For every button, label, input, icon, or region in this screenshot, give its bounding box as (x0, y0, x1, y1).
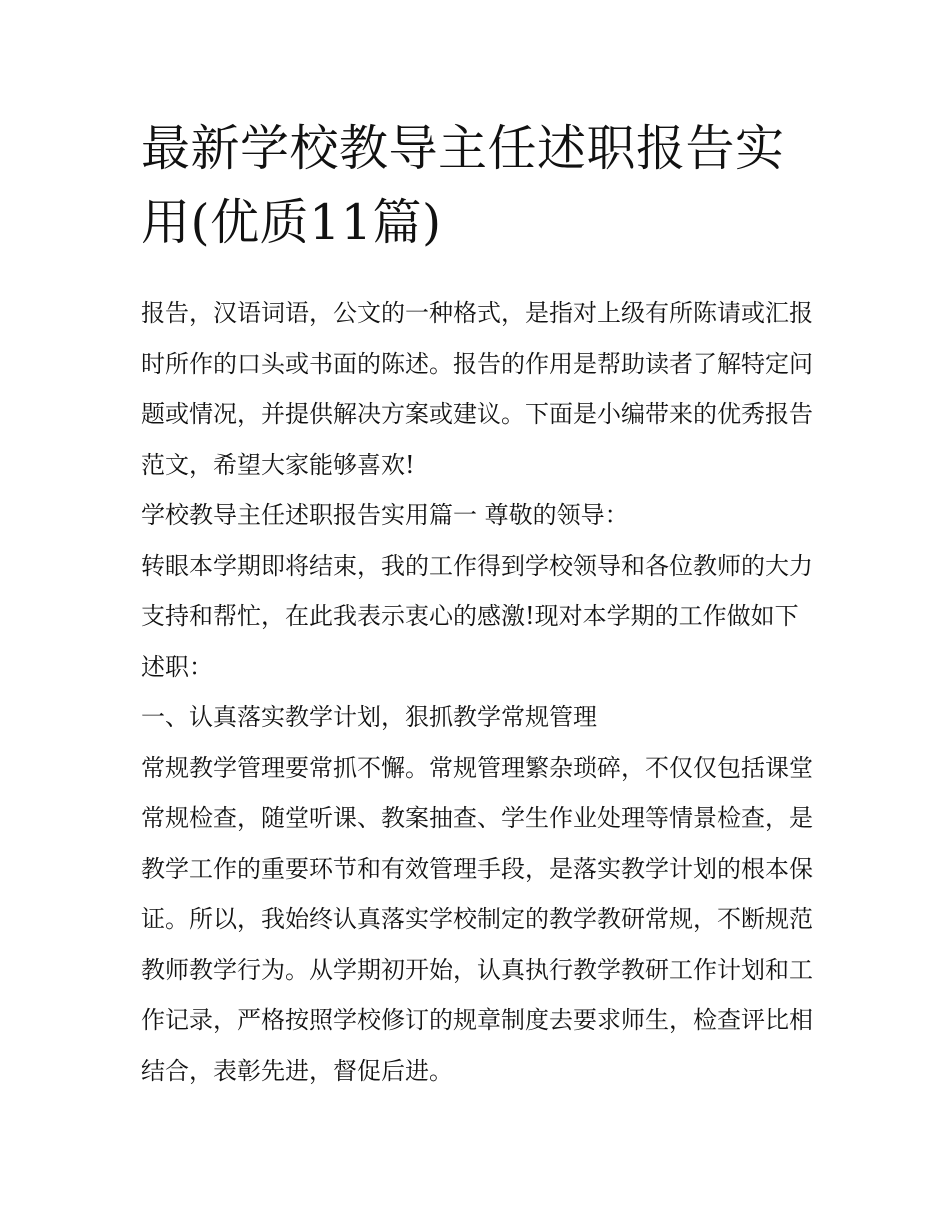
intro-paragraph: 报告，汉语词语，公文的一种格式，是指对上级有所陈请或汇报时所作的口头或书面的陈述。报告的作用是帮助读者了解特定问题或情况，并提供解决方案或建议。下面是小编带来的优秀报告范文，希望大家能够喜欢! (141, 299, 813, 479)
document-content (141, 112, 813, 1096)
body-paragraph: 转眼本学期即将结束，我的工作得到学校领导和各位教师的大力支持和帮忙，在此我表示衷心的感激!现对本学期的工作做如下述职： (141, 551, 813, 681)
body-paragraph-long: 常规教学管理要常抓不懈。常规管理繁杂琐碎，不仅仅包括课堂常规检查，随堂听课、教案抽查、学生作业处理等情景检查，是教学工作的重要环节和有效管理手段，是落实教学计划的根本保证。所以，我始终认真落实学校制定的教学教研常规，不断规范教师教学行为。从学期初开始，认真执行教学教研工作计划和工作记录，严格按照学校修订的规章制度去要求师生，检查评比相结合，表彰先进，督促后进。 (141, 753, 813, 1085)
section-heading-paragraph: 学校教导主任述职报告实用篇一 尊敬的领导： (141, 501, 629, 529)
title-wrapper (141, 112, 813, 260)
document-title: 最新学校教导主任述职报告实用(优质11篇) (141, 120, 785, 251)
subheading-paragraph: 一、认真落实教学计划，狠抓教学常规管理 (141, 703, 597, 731)
